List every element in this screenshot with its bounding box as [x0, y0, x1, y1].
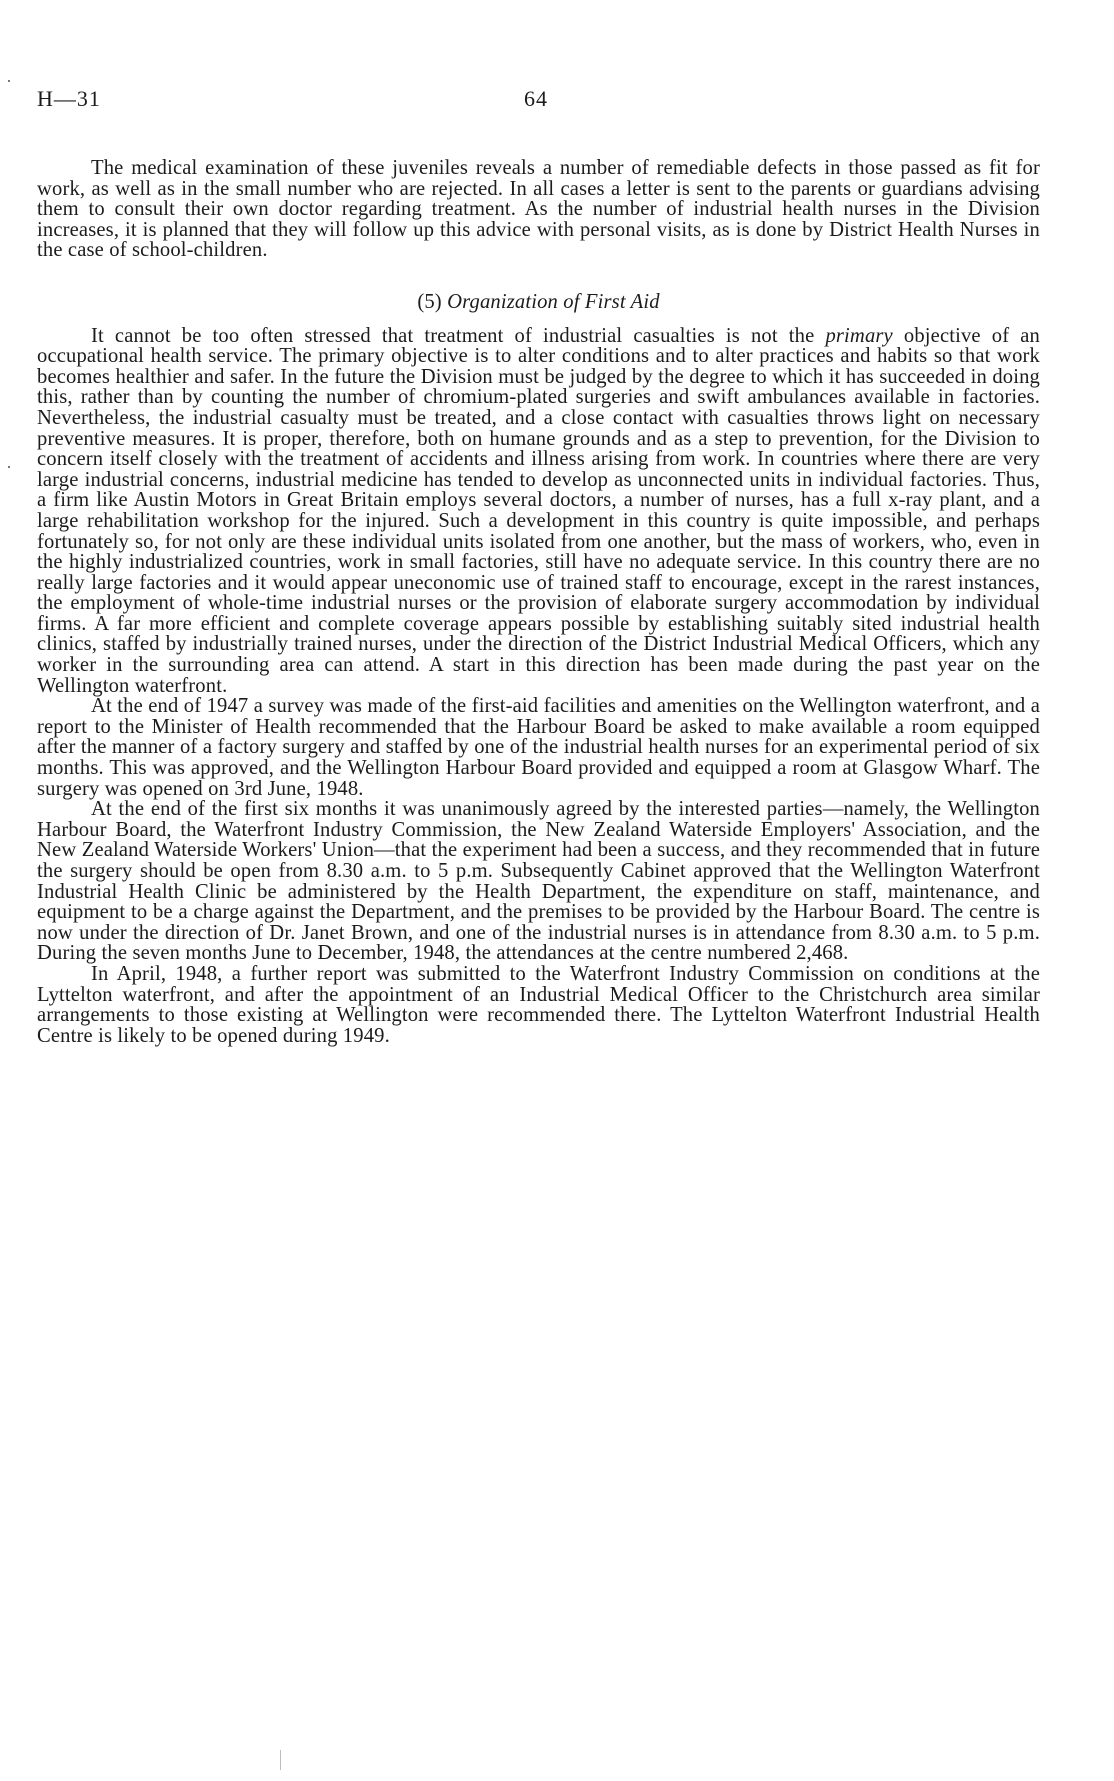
page-header [37, 86, 1037, 116]
document-reference: H—31 [37, 86, 101, 111]
page-number: 64 [524, 86, 548, 111]
scan-edge-mark [280, 1750, 281, 1770]
emphasis-primary: primary [825, 324, 893, 347]
section-title: Organization of First Aid [447, 290, 660, 313]
paragraph-juvenile-examination: The medical examination of these juveniles reveals a number of remediable defects in those passed as fit for work, as well as in the small number who are rejected. In all cases a letter is sent to the parents or guardians advising them to consult their own doctor regarding treatment. As the number of industrial health nurses in the Division increases, it is planned that they will follow up this advice with personal visits, as is done by District Health Nurses in the case of school-children. [37, 157, 1040, 262]
paragraph-wellington-survey: At the end of 1947 a survey was made of the first-aid facilities and amenities on the Wellington waterfront, and a report to the Minister of Health recommended that the Harbour Board be asked to make available a room equipped after the manner of a factory surgery and staffed by one of the industrial health nurses for an experimental period of six months. This was approved, and the Wellington Harbour Board provided and equipped a room at Glasgow Wharf. The surgery was opened on 3rd June, 1948. [37, 695, 1040, 800]
paragraph-lyttelton-report: In April, 1948, a further report was submitted to the Waterfront Industry Commission on conditions at the Lyttelton waterfront, and after the appointment of an Industrial Medical Officer to the Christchurch area similar arrangements to those existing at Wellington were recommended there. The Lyttelton Waterfront Industrial Health Centre is likely to be opened during 1949. [37, 962, 1040, 1047]
paragraph-first-aid [37, 326, 1040, 697]
margin-speck [8, 466, 10, 468]
page-body [37, 158, 1040, 1046]
section-heading [37, 292, 1040, 313]
paragraph-clinic-administration: At the end of the first six months it was unanimously agreed by the interested parties—namely, the Wellington Harbour Board, the Waterfront Industry Commission, the New Zealand Waterside Employers' Association, and the New Zealand Waterside Workers' Union—that the experiment had been a success, and they recommended that in future the surgery should be open from 8.30 a.m. to 5 p.m. Subsequently Cabinet approved that the Wellington Waterfront Industrial Health Clinic be administered by the Health Department, the expenditure on staff, maintenance, and equipment to be a charge against the Department, and the premises to be provided by the Harbour Board. The centre is now under the direction of Dr. Janet Brown, and one of the industrial nurses is in attendance from 8.30 a.m. to 5 p.m. During the seven months June to December, 1948, the attendances at the centre numbered 2,468. [37, 798, 1040, 965]
paragraph-text: objective of an occupational health service. The primary objective is to alter conditions and to alter practices and habits so that work becomes healthier and safer. In the future the Division must be judged by the degree to which it has succeeded in doing this, rather than by counting the number of chromium-plated surgeries and swift ambulances available in factories. Nevertheless, the industrial casualty must be treated, and a close contact with casualties throws light on necessary preventive measures. It is proper, therefore, both on humane grounds and as a step to prevention, for the Division to concern itself closely with the treatment of accidents and illness arising from work. In countries where there are very large industrial concerns, industrial medicine has tended to develop as unconnected units in individual factories. Thus, a firm like Austin Motors in Great Britain employs several doctors, a number of nurses, has a full x-ray plant, and a large rehabilitation workshop for the injured. Such a development in this country is quite impossible, and perhaps fortunately so, for not only are these individual units isolated from one another, but the mass of workers, who, even in the highly industrialized countries, work in small factories, still have no adequate service. In this country there are no really large factories and it would appear uneconomic use of trained staff to encourage, except in the rarest instances, the employment of whole-time industrial nurses or the provision of elaborate surgery accommodation by individual firms. A far more efficient and complete coverage appears possible by establishing suitably sited industrial health clinics, staffed by industrially trained nurses, under the direction of the District Industrial Medical Officers, which any worker in the surrounding area can attend. A start in this direction has been made during the past year on the Wellington waterfront. [37, 324, 1040, 697]
margin-speck [8, 80, 10, 82]
paragraph-text: It cannot be too often stressed that treatment of industrial casualties is not the [91, 324, 826, 347]
section-number: (5) [417, 290, 442, 313]
